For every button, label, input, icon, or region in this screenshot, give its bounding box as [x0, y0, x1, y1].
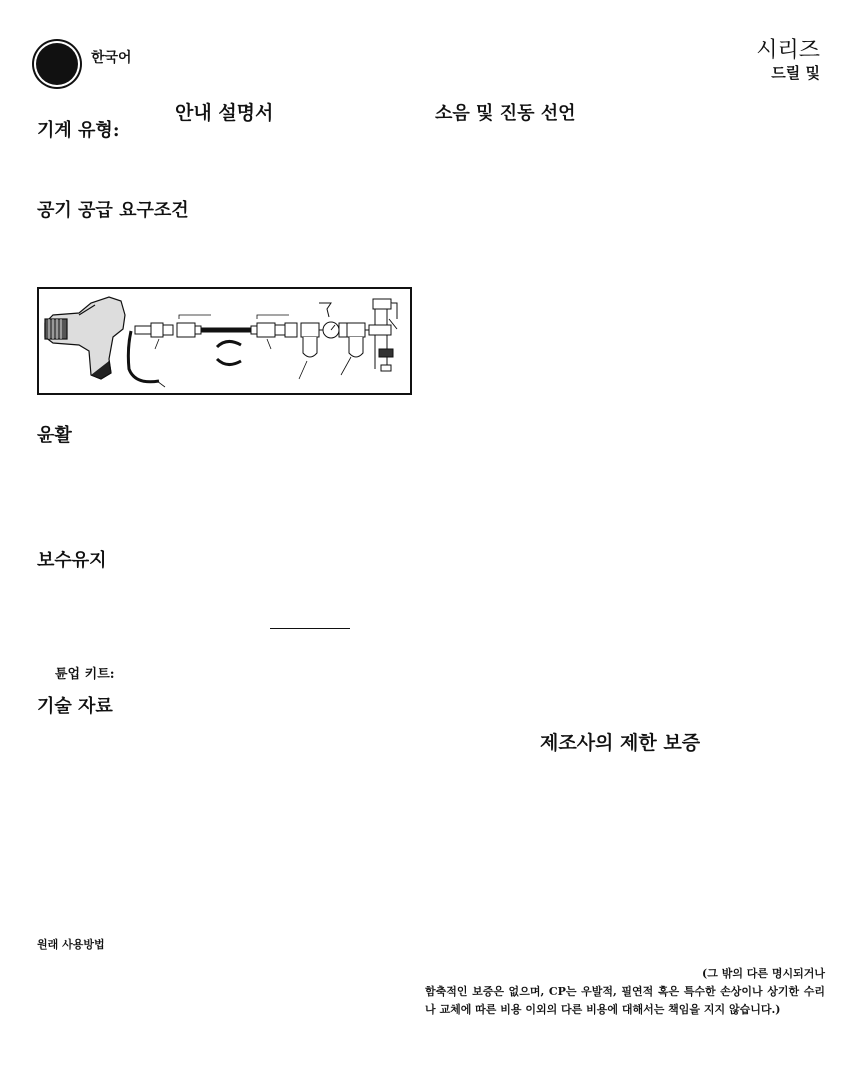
drill-icon: [45, 297, 125, 379]
warranty-heading: 제조사의 제한 보증: [540, 732, 701, 754]
instructions-title: 안내 설명서: [175, 102, 274, 124]
coupling-icon: [135, 323, 297, 337]
air-line-valve-icon: [369, 299, 397, 371]
air-supply-heading: 공기 공급 요구조건: [37, 200, 189, 221]
tune-up-kit-heading: 튠업 키트:: [55, 667, 115, 682]
hose-icon: [128, 331, 159, 382]
divider-line: [270, 628, 350, 629]
machine-type-heading: 기계 유형:: [37, 120, 120, 141]
pressure-gauge-icon: [319, 303, 347, 338]
warranty-text-line1: (그 밖의 다른 명시되거나: [702, 967, 825, 980]
series-subtitle: 드릴 및: [771, 64, 820, 82]
language-badge-icon: [36, 43, 78, 85]
lubrication-heading: 윤활: [37, 425, 72, 446]
original-instructions-label: 원래 사용방법: [37, 938, 105, 951]
maintenance-heading: 보수유지: [37, 550, 107, 571]
air-line-diagram: [37, 287, 412, 395]
warranty-text-body: 함축적인 보증은 없으며, CP는 우발적, 필연적 혹은 특수한 손상이나 상기한 수리나 교체에 따른 비용 이외의 다른 비용에 대해서는 책임을 지지 않습니다.): [425, 985, 825, 1016]
series-title: 시리즈: [756, 38, 820, 63]
warranty-text: [425, 965, 825, 1019]
noise-vibration-heading: 소음 및 진동 선언: [435, 103, 576, 124]
language-label: 한국어: [91, 50, 132, 66]
technical-data-heading: 기술 자료: [37, 696, 113, 717]
